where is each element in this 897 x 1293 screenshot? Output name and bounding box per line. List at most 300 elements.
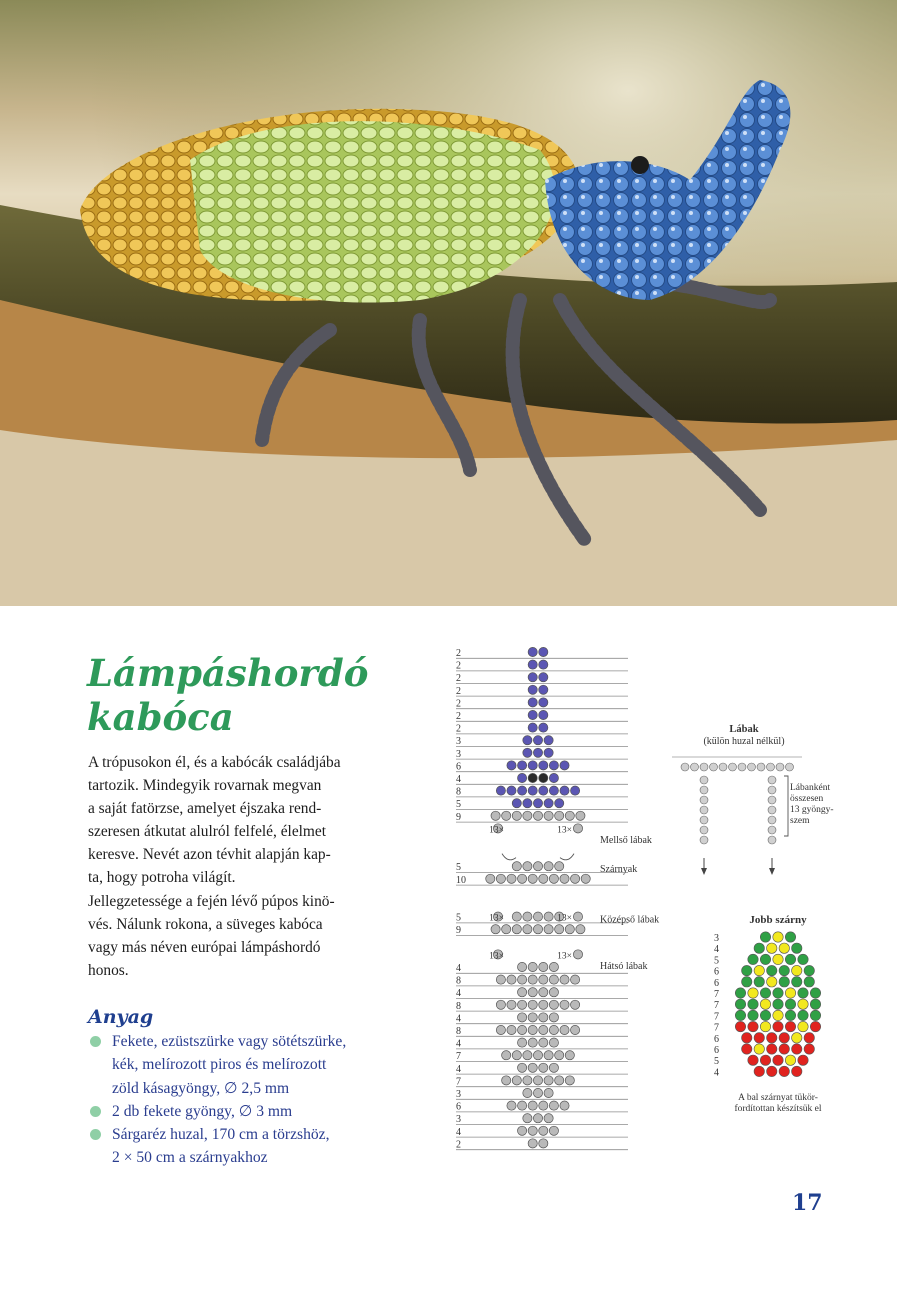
- bead-yellow: [754, 965, 764, 975]
- description-line: ta, hogy potroha világít.: [88, 869, 236, 887]
- bead-grey: [555, 1076, 564, 1085]
- bead-grey: [523, 1051, 532, 1060]
- bead-grey: [544, 925, 553, 934]
- bead-grey: [710, 763, 718, 771]
- bead-green: [754, 977, 764, 987]
- leg-count-label: 13×: [489, 913, 504, 924]
- bead-red: [767, 1066, 777, 1076]
- bead-grey: [549, 1000, 558, 1009]
- bead-grey: [539, 1126, 548, 1135]
- row-count-label: 7: [456, 1076, 461, 1088]
- title-line-2: kabóca: [87, 694, 234, 739]
- bead-green: [735, 999, 745, 1009]
- bead-grey: [528, 874, 537, 883]
- bead-grey: [533, 1114, 542, 1123]
- wings-label: Szárnyak: [600, 864, 638, 876]
- bead-blue: [523, 736, 532, 745]
- bead-grey: [555, 811, 564, 820]
- bead-dark: [528, 773, 537, 782]
- bead-yellow: [773, 1010, 783, 1020]
- bead-green: [798, 1010, 808, 1020]
- bead-grey: [768, 806, 776, 814]
- wing-row-count: 7: [714, 1011, 719, 1023]
- bead-green: [754, 943, 764, 953]
- bead-grey: [786, 763, 794, 771]
- bead-grey: [767, 763, 775, 771]
- bead-blue: [539, 647, 548, 656]
- description-line: a saját fatörzse, amelyet éjszaka rend-: [88, 800, 322, 818]
- bead-grey: [523, 1088, 532, 1097]
- bead-grey: [565, 1051, 574, 1060]
- row-count-label: 4: [456, 774, 461, 785]
- bead-red: [754, 1033, 764, 1043]
- bead-grey: [539, 975, 548, 984]
- bead-grey: [502, 925, 511, 934]
- bead-yellow: [767, 943, 777, 953]
- row-count-label: 5: [456, 862, 461, 874]
- row-count-label: 3: [456, 1089, 461, 1100]
- wing-row-count: 6: [714, 1033, 719, 1045]
- bead-grey: [539, 1139, 548, 1148]
- wing-row-count: 6: [714, 1045, 719, 1056]
- row-count-label: 3: [456, 736, 461, 748]
- bullet-dot-icon: [90, 1129, 101, 1140]
- row-count-label: 8: [456, 975, 461, 987]
- bullet-dot-icon: [90, 1036, 101, 1047]
- leg-count-label: 13×: [557, 825, 572, 836]
- bead-green: [760, 1010, 770, 1020]
- bead-green: [735, 1010, 745, 1020]
- bead-blue: [528, 723, 537, 732]
- bead-grey: [544, 862, 553, 871]
- bead-yellow: [785, 988, 795, 998]
- beaded-cicada-photo: [0, 0, 897, 606]
- bead-grey: [549, 1038, 558, 1047]
- bead-grey: [560, 1000, 569, 1009]
- bead-grey: [518, 975, 527, 984]
- bead-grey: [539, 1000, 548, 1009]
- bead-yellow: [785, 1055, 795, 1065]
- bead-grey: [549, 1025, 558, 1034]
- page-number: 17: [792, 1190, 823, 1216]
- bead-grey: [528, 1000, 537, 1009]
- bead-blue: [528, 698, 537, 707]
- bead-grey: [528, 1126, 537, 1135]
- bead-grey: [539, 962, 548, 971]
- legs-note-line: összesen: [790, 794, 824, 804]
- bead-green: [785, 932, 795, 942]
- bead-grey: [700, 826, 708, 834]
- row-count-label: 4: [456, 963, 461, 974]
- bead-blue: [496, 786, 505, 795]
- description-line: tartozik. Mindegyik rovarnak megvan: [88, 777, 322, 795]
- bead-green: [742, 977, 752, 987]
- bead-green: [810, 1010, 820, 1020]
- row-count-label: 9: [456, 925, 461, 937]
- bead-red: [767, 1044, 777, 1054]
- row-count-label: 2: [456, 698, 461, 710]
- bead-green: [785, 1010, 795, 1020]
- bead-grey: [533, 811, 542, 820]
- row-count-label: 10: [456, 874, 466, 886]
- row-count-label: 4: [456, 1038, 461, 1050]
- bead-grey: [502, 1076, 511, 1085]
- bead-grey: [768, 776, 776, 784]
- materials-heading: Anyag: [88, 1006, 154, 1028]
- bead-red: [779, 1066, 789, 1076]
- bead-blue: [528, 685, 537, 694]
- bead-yellow: [798, 1021, 808, 1031]
- bead-grey: [549, 975, 558, 984]
- bead-grey: [523, 1114, 532, 1123]
- bead-grey: [549, 1101, 558, 1110]
- bead-grey: [486, 874, 495, 883]
- description-line: szeresen átkutat alulról felfelé, élelmet: [88, 823, 327, 841]
- bead-grey: [748, 763, 756, 771]
- row-count-label: 5: [456, 912, 461, 924]
- wing-row-count: 4: [714, 1067, 719, 1079]
- bead-green: [798, 954, 808, 964]
- bead-blue: [533, 799, 542, 808]
- bead-green: [792, 943, 802, 953]
- bead-grey: [533, 1051, 542, 1060]
- bead-red: [760, 1055, 770, 1065]
- bead-grey: [523, 811, 532, 820]
- bead-blue: [560, 761, 569, 770]
- bead-grey: [496, 1025, 505, 1034]
- bead-grey: [518, 988, 527, 997]
- bead-grey: [491, 811, 500, 820]
- bead-grey: [523, 1076, 532, 1085]
- bead-blue: [539, 660, 548, 669]
- material-item: [88, 1030, 438, 1100]
- bead-grey: [539, 1013, 548, 1022]
- wing-attach-curve: [502, 854, 574, 860]
- bead-grey: [565, 925, 574, 934]
- row-count-label: 6: [456, 761, 461, 773]
- wing-row-count: 7: [714, 1000, 719, 1012]
- bead-pattern-svg: [452, 640, 862, 1180]
- bead-red: [754, 1066, 764, 1076]
- leg-count-label: 13×: [489, 951, 504, 962]
- bead-green: [804, 965, 814, 975]
- bead-red: [748, 1021, 758, 1031]
- row-count-label: 4: [456, 1013, 461, 1025]
- bead-grey: [560, 975, 569, 984]
- bead-blue: [528, 710, 537, 719]
- bead-grey: [528, 1139, 537, 1148]
- bead-yellow: [760, 1021, 770, 1031]
- bead-grey: [518, 1101, 527, 1110]
- bead-grey: [757, 763, 765, 771]
- bead-blue: [555, 799, 564, 808]
- bead-grey: [560, 1025, 569, 1034]
- bead-grey: [555, 1051, 564, 1060]
- bead-grey: [700, 806, 708, 814]
- material-item: [88, 1100, 438, 1123]
- bead-blue: [533, 736, 542, 745]
- bead-grey: [700, 776, 708, 784]
- bead-red: [773, 1055, 783, 1065]
- bead-green: [773, 988, 783, 998]
- description-line: Jellegzetessége a fején lévő púpos kinö-: [88, 892, 335, 910]
- bead-grey: [491, 925, 500, 934]
- bead-yellow: [779, 943, 789, 953]
- bead-grey: [573, 950, 582, 959]
- bead-grey: [581, 874, 590, 883]
- bead-blue: [549, 773, 558, 782]
- bead-grey: [549, 1013, 558, 1022]
- bead-grey: [518, 874, 527, 883]
- row-count-label: 8: [456, 1026, 461, 1037]
- legs-note-line: szem: [790, 816, 810, 826]
- bead-grey: [700, 763, 708, 771]
- bead-grey: [576, 925, 585, 934]
- leg-count-label: 13×: [489, 825, 504, 836]
- bead-grey: [544, 1114, 553, 1123]
- bead-green: [748, 1010, 758, 1020]
- description-line: honos.: [88, 961, 129, 979]
- bead-grey: [528, 962, 537, 971]
- bead-grey: [502, 1051, 511, 1060]
- bead-blue: [518, 786, 527, 795]
- description-line: vés. Nálunk rokona, a süveges kabóca: [88, 915, 323, 933]
- bead-grey: [544, 811, 553, 820]
- bead-yellow: [767, 977, 777, 987]
- bead-grey: [528, 1063, 537, 1072]
- leg-count-label: 13×: [557, 913, 572, 924]
- material-item: [88, 1123, 438, 1170]
- row-count-label: 6: [456, 1101, 461, 1113]
- bead-grey: [549, 962, 558, 971]
- bead-grey: [691, 763, 699, 771]
- bead-grey: [549, 1126, 558, 1135]
- bead-grey: [549, 874, 558, 883]
- bead-green: [748, 999, 758, 1009]
- rear-legs-label: Hátsó lábak: [600, 961, 648, 972]
- bead-green: [773, 999, 783, 1009]
- description-text: [88, 751, 440, 982]
- bead-grey: [533, 862, 542, 871]
- bead-green: [742, 965, 752, 975]
- bead-grey: [528, 1038, 537, 1047]
- description-line: A trópusokon él, és a kabócák családjába: [88, 754, 341, 771]
- bead-blue: [549, 786, 558, 795]
- wing-row-count: 3: [714, 933, 719, 944]
- bead-grey: [700, 796, 708, 804]
- bullet-dot-icon: [90, 1106, 101, 1117]
- row-count-label: 2: [456, 723, 461, 735]
- row-count-label: 2: [456, 648, 461, 659]
- row-count-label: 5: [456, 799, 461, 811]
- bead-grey: [681, 763, 689, 771]
- wing-row-count: 4: [714, 944, 719, 956]
- bead-grey: [523, 862, 532, 871]
- bead-grey: [533, 1076, 542, 1085]
- bead-blue: [507, 786, 516, 795]
- bead-grey: [512, 1076, 521, 1085]
- bead-blue: [523, 748, 532, 757]
- bead-grey: [518, 962, 527, 971]
- bead-green: [810, 988, 820, 998]
- bead-grey: [507, 1000, 516, 1009]
- bead-grey: [533, 1088, 542, 1097]
- bead-green: [735, 988, 745, 998]
- row-count-label: 4: [456, 988, 461, 1000]
- bead-green: [779, 965, 789, 975]
- bead-grey: [549, 988, 558, 997]
- bead-red: [735, 1021, 745, 1031]
- bead-yellow: [754, 1044, 764, 1054]
- materials-list: [88, 1030, 438, 1170]
- bead-grey: [768, 786, 776, 794]
- bead-grey: [507, 1101, 516, 1110]
- bead-green: [798, 988, 808, 998]
- bead-blue: [539, 710, 548, 719]
- bead-grey: [544, 1051, 553, 1060]
- bead-grey: [565, 1076, 574, 1085]
- bead-grey: [512, 862, 521, 871]
- bead-grey: [555, 925, 564, 934]
- bead-red: [792, 1066, 802, 1076]
- bead-grey: [729, 763, 737, 771]
- bead-blue: [539, 786, 548, 795]
- bead-yellow: [798, 999, 808, 1009]
- bead-red: [798, 1055, 808, 1065]
- bead-yellow: [792, 1033, 802, 1043]
- bead-grey: [571, 1025, 580, 1034]
- bead-blue: [518, 773, 527, 782]
- row-count-label: 4: [456, 1063, 461, 1075]
- row-count-label: 3: [456, 748, 461, 760]
- bead-grey: [528, 975, 537, 984]
- bead-blue: [528, 647, 537, 656]
- bead-grey: [573, 912, 582, 921]
- bead-grey: [700, 786, 708, 794]
- bead-blue: [539, 698, 548, 707]
- bead-green: [810, 999, 820, 1009]
- bead-yellow: [760, 999, 770, 1009]
- bead-red: [804, 1044, 814, 1054]
- bead-blue: [539, 685, 548, 694]
- bead-grey: [539, 1038, 548, 1047]
- bead-grey: [528, 1025, 537, 1034]
- bead-grey: [571, 975, 580, 984]
- wing-row-count: 6: [714, 977, 719, 989]
- wing-caption-line: A bal szárnyat tükör-: [738, 1093, 818, 1103]
- material-line: kék, melírozott piros és melírozott: [112, 1056, 327, 1074]
- bead-blue: [528, 761, 537, 770]
- bead-blue: [528, 786, 537, 795]
- bead-green: [792, 977, 802, 987]
- bead-grey: [507, 975, 516, 984]
- bead-red: [767, 1033, 777, 1043]
- bead-yellow: [792, 965, 802, 975]
- bead-green: [785, 954, 795, 964]
- bead-green: [767, 965, 777, 975]
- bead-grey: [518, 1000, 527, 1009]
- row-count-label: 2: [456, 685, 461, 697]
- bead-blue: [528, 660, 537, 669]
- bead-grey: [555, 862, 564, 871]
- bead-grey: [528, 988, 537, 997]
- row-count-label: 2: [456, 673, 461, 685]
- bead-grey: [539, 1101, 548, 1110]
- legs-bracket: [784, 776, 788, 836]
- bead-blue: [539, 761, 548, 770]
- wing-caption-line: fordítottan készítsük el: [734, 1104, 822, 1114]
- bead-yellow: [773, 954, 783, 964]
- bead-blue: [560, 786, 569, 795]
- bead-green: [760, 932, 770, 942]
- bead-grey: [768, 836, 776, 844]
- legs-note-line: Lábanként: [790, 783, 831, 793]
- bead-blue: [523, 799, 532, 808]
- bead-grey: [496, 1000, 505, 1009]
- material-line: Sárgaréz huzal, 170 cm a törzshöz,: [112, 1126, 330, 1144]
- bead-grey: [518, 1025, 527, 1034]
- bead-grey: [768, 816, 776, 824]
- bead-blue: [539, 673, 548, 682]
- bead-green: [779, 977, 789, 987]
- bead-red: [779, 1044, 789, 1054]
- bead-grey: [719, 763, 727, 771]
- wing-row-count: 5: [714, 955, 719, 967]
- bead-grey: [496, 874, 505, 883]
- bead-green: [804, 977, 814, 987]
- bead-grey: [518, 1013, 527, 1022]
- bead-red: [742, 1044, 752, 1054]
- bead-green: [748, 954, 758, 964]
- description-line: vagy más néven európai lámpáshordó: [88, 938, 321, 956]
- bead-grey: [560, 1101, 569, 1110]
- bead-blue: [544, 748, 553, 757]
- bead-grey: [539, 1063, 548, 1072]
- description-line: keresve. Nevét azon tévhit alapján kap-: [88, 846, 331, 864]
- row-count-label: 2: [456, 1139, 461, 1151]
- bead-grey: [512, 925, 521, 934]
- row-count-label: 7: [456, 1051, 461, 1063]
- wing-row-count: 7: [714, 1022, 719, 1034]
- photo-illustration: [0, 0, 897, 606]
- bead-grey: [571, 1000, 580, 1009]
- bead-blue: [518, 761, 527, 770]
- bead-dark: [539, 773, 548, 782]
- bead-grey: [549, 1063, 558, 1072]
- material-line: Fekete, ezüstszürke vagy sötétszürke,: [112, 1033, 347, 1050]
- bead-pattern-diagram: [452, 640, 862, 1180]
- bead-grey: [512, 912, 521, 921]
- bead-grey: [523, 925, 532, 934]
- bead-grey: [544, 1076, 553, 1085]
- bead-grey: [539, 988, 548, 997]
- bead-grey: [560, 874, 569, 883]
- bead-blue: [549, 761, 558, 770]
- bead-grey: [518, 1038, 527, 1047]
- bead-yellow: [773, 932, 783, 942]
- bead-grey: [502, 811, 511, 820]
- bead-grey: [571, 874, 580, 883]
- row-count-label: 9: [456, 811, 461, 823]
- wing-row-count: 7: [714, 989, 719, 1000]
- down-arrow-icon: [701, 868, 707, 875]
- right-wing-title: Jobb szárny: [749, 914, 807, 926]
- bead-grey: [512, 1051, 521, 1060]
- bead-blue: [544, 799, 553, 808]
- bead-green: [760, 954, 770, 964]
- bead-green: [785, 999, 795, 1009]
- bead-grey: [533, 925, 542, 934]
